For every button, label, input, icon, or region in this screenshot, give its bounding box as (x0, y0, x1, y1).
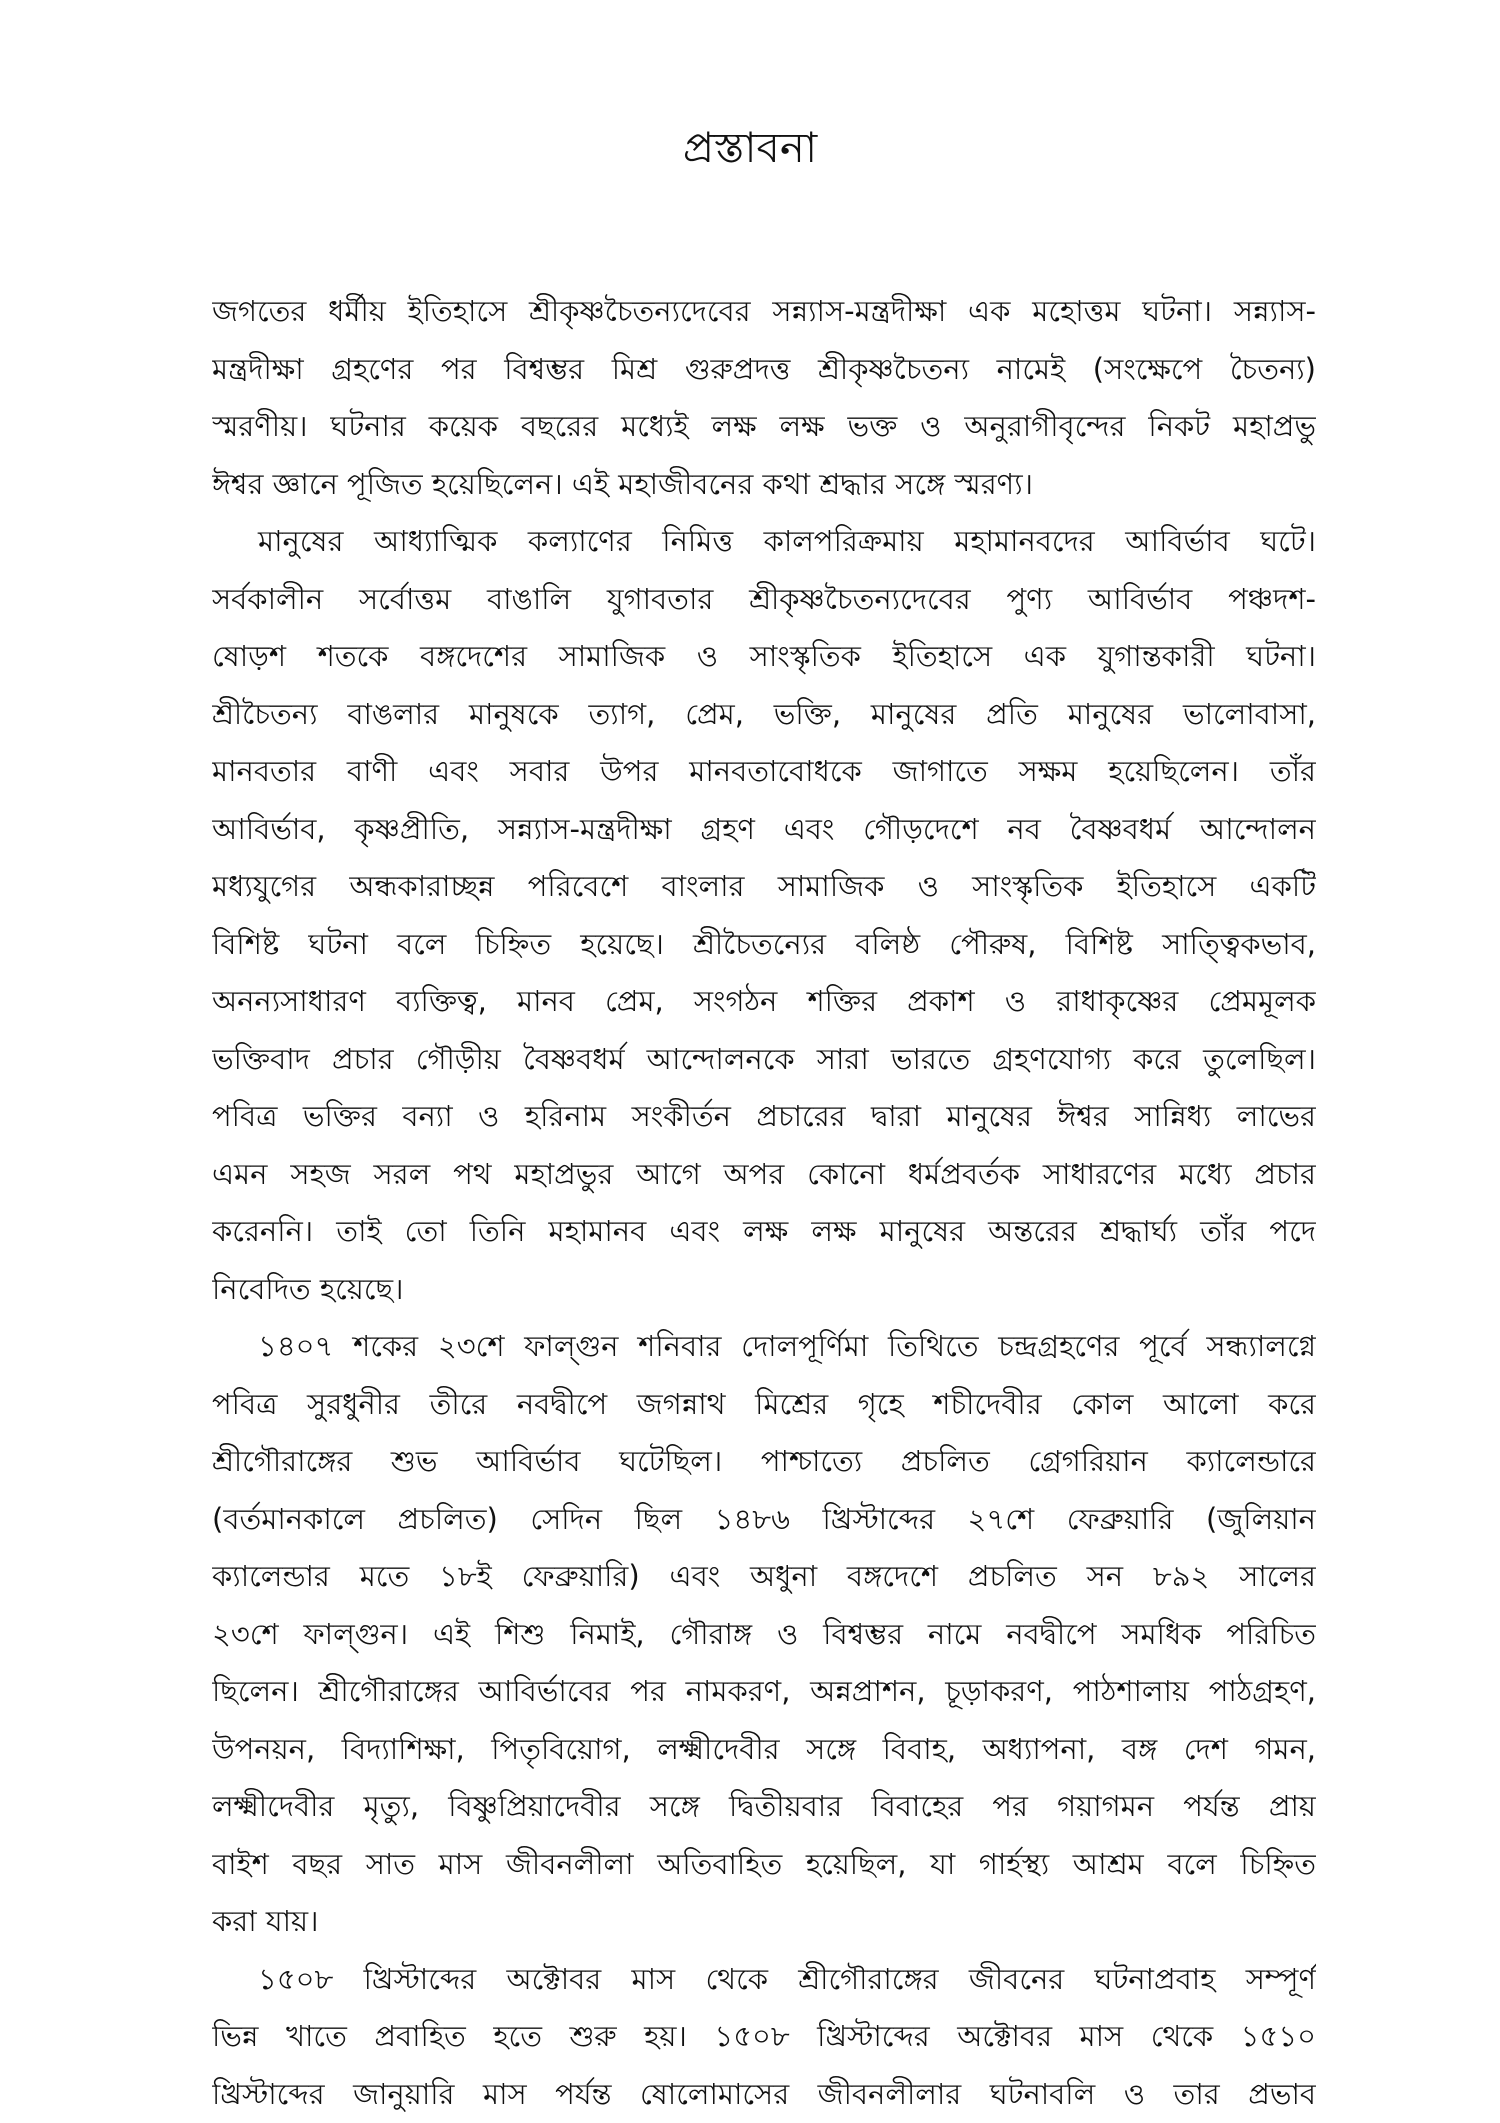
text-line: মন্ত্রদীক্ষা গ্রহণের পর বিশ্বম্ভর মিশ্র গুরুপ্রদত্ত শ্রীকৃষ্ণচৈতন্য নামেই (সংক্ষেপে চৈতন্য) (212, 341, 1316, 399)
text-line: নিবেদিত হয়েছে। (212, 1261, 1316, 1319)
text-line: শ্রীগৌরাঙ্গের শুভ আবির্ভাব ঘটেছিল। পাশ্চাত্যে প্রচলিত গ্রেগরিয়ান ক্যালেন্ডারে (212, 1433, 1316, 1491)
paragraph-4 (212, 1951, 1316, 2123)
text-line: করা যায়। (212, 1893, 1316, 1951)
text-line: সর্বকালীন সর্বোত্তম বাঙালি যুগাবতার শ্রীকৃষ্ণচৈতন্যদেবের পুণ্য আবির্ভাব পঞ্চদশ- (212, 571, 1316, 629)
text-line: ভিন্ন খাতে প্রবাহিত হতে শুরু হয়। ১৫০৮ খ্রিস্টাব্দের অক্টোবর মাস থেকে ১৫১০ (212, 2008, 1316, 2066)
text-line: এমন সহজ সরল পথ মহাপ্রভুর আগে অপর কোনো ধর্মপ্রবর্তক সাধারণের মধ্যে প্রচার (212, 1146, 1316, 1204)
text-line: শ্রীচৈতন্য বাঙলার মানুষকে ত্যাগ, প্রেম, ভক্তি, মানুষের প্রতি মানুষের ভালোবাসা, (212, 686, 1316, 744)
text-line: লক্ষ্মীদেবীর মৃত্যু, বিষ্ণুপ্রিয়াদেবীর সঙ্গে দ্বিতীয়বার বিবাহের পর গয়াগমন পর্যন্ত প্রায় (212, 1778, 1316, 1836)
text-line: আবির্ভাব, কৃষ্ণপ্রীতি, সন্ন্যাস-মন্ত্রদীক্ষা গ্রহণ এবং গৌড়দেশে নব বৈষ্ণবধর্ম আন্দোলন (212, 801, 1316, 859)
text-line: ভক্তিবাদ প্রচার গৌড়ীয় বৈষ্ণবধর্ম আন্দোলনকে সারা ভারতে গ্রহণযোগ্য করে তুলেছিল। (212, 1031, 1316, 1089)
body-text (212, 283, 1316, 2123)
text-line: মানবতার বাণী এবং সবার উপর মানবতাবোধকে জাগাতে সক্ষম হয়েছিলেন। তাঁর (212, 743, 1316, 801)
text-line: মানুষের আধ্যাত্মিক কল্যাণের নিমিত্ত কালপরিক্রমায় মহামানবদের আবির্ভাব ঘটে। (212, 513, 1316, 571)
text-line: ছিলেন। শ্রীগৌরাঙ্গের আবির্ভাবের পর নামকরণ, অন্নপ্রাশন, চূড়াকরণ, পাঠশালায় পাঠগ্রহণ, (212, 1663, 1316, 1721)
text-line: বাইশ বছর সাত মাস জীবনলীলা অতিবাহিত হয়েছিল, যা গার্হস্থ্য আশ্রম বলে চিহ্নিত (212, 1836, 1316, 1894)
text-line: (বর্তমানকালে প্রচলিত) সেদিন ছিল ১৪৮৬ খ্রিস্টাব্দের ২৭শে ফেব্রুয়ারি (জুলিয়ান (212, 1491, 1316, 1549)
text-line: ২৩শে ফাল্গুন। এই শিশু নিমাই, গৌরাঙ্গ ও বিশ্বম্ভর নামে নবদ্বীপে সমধিক পরিচিত (212, 1606, 1316, 1664)
text-line: ১৫০৮ খ্রিস্টাব্দের অক্টোবর মাস থেকে শ্রীগৌরাঙ্গের জীবনের ঘটনাপ্রবাহ সম্পূর্ণ (212, 1951, 1316, 2009)
text-line: ষোড়শ শতকে বঙ্গদেশের সামাজিক ও সাংস্কৃতিক ইতিহাসে এক যুগান্তকারী ঘটনা। (212, 628, 1316, 686)
text-line: স্মরণীয়। ঘটনার কয়েক বছরের মধ্যেই লক্ষ লক্ষ ভক্ত ও অনুরাগীবৃন্দের নিকট মহাপ্রভু (212, 398, 1316, 456)
text-line: বিশিষ্ট ঘটনা বলে চিহ্নিত হয়েছে। শ্রীচৈতন্যের বলিষ্ঠ পৌরুষ, বিশিষ্ট সাত্ত্বিকভাব, (212, 916, 1316, 974)
text-line: করেননি। তাই তো তিনি মহামানব এবং লক্ষ লক্ষ মানুষের অন্তরের শ্রদ্ধার্ঘ্য তাঁর পদে (212, 1203, 1316, 1261)
paragraph-3 (212, 1318, 1316, 1951)
paragraph-2 (212, 513, 1316, 1318)
text-line: পবিত্র ভক্তির বন্যা ও হরিনাম সংকীর্তন প্রচারের দ্বারা মানুষের ঈশ্বর সান্নিধ্য লাভের (212, 1088, 1316, 1146)
text-line: জগতের ধর্মীয় ইতিহাসে শ্রীকৃষ্ণচৈতন্যদেবের সন্ন্যাস-মন্ত্রদীক্ষা এক মহোত্তম ঘটনা। সন্ন্যাস- (212, 283, 1316, 341)
text-line: ঈশ্বর জ্ঞানে পূজিত হয়েছিলেন। এই মহাজীবনের কথা শ্রদ্ধার সঙ্গে স্মরণ্য। (212, 456, 1316, 514)
text-line: ১৪০৭ শকের ২৩শে ফাল্গুন শনিবার দোলপূর্ণিমা তিথিতে চন্দ্রগ্রহণের পূর্বে সন্ধ্যালগ্নে (212, 1318, 1316, 1376)
text-line: মধ্যযুগের অন্ধকারাচ্ছন্ন পরিবেশে বাংলার সামাজিক ও সাংস্কৃতিক ইতিহাসে একটি (212, 858, 1316, 916)
text-line: অনন্যসাধারণ ব্যক্তিত্ব, মানব প্রেম, সংগঠন শক্তির প্রকাশ ও রাধাকৃষ্ণের প্রেমমূলক (212, 973, 1316, 1031)
text-line: খ্রিস্টাব্দের জানুয়ারি মাস পর্যন্ত ষোলোমাসের জীবনলীলার ঘটনাবলি ও তার প্রভাব (212, 2066, 1316, 2123)
text-line: উপনয়ন, বিদ্যাশিক্ষা, পিতৃবিয়োগ, লক্ষ্মীদেবীর সঙ্গে বিবাহ, অধ্যাপনা, বঙ্গ দেশ গমন, (212, 1721, 1316, 1779)
text-line: পবিত্র সুরধুনীর তীরে নবদ্বীপে জগন্নাথ মিশ্রের গৃহে শচীদেবীর কোল আলো করে (212, 1376, 1316, 1434)
page-title: প্রস্তাবনা (0, 118, 1500, 178)
text-line: ক্যালেন্ডার মতে ১৮ই ফেব্রুয়ারি) এবং অধুনা বঙ্গদেশে প্রচলিত সন ৮৯২ সালের (212, 1548, 1316, 1606)
paragraph-1 (212, 283, 1316, 513)
